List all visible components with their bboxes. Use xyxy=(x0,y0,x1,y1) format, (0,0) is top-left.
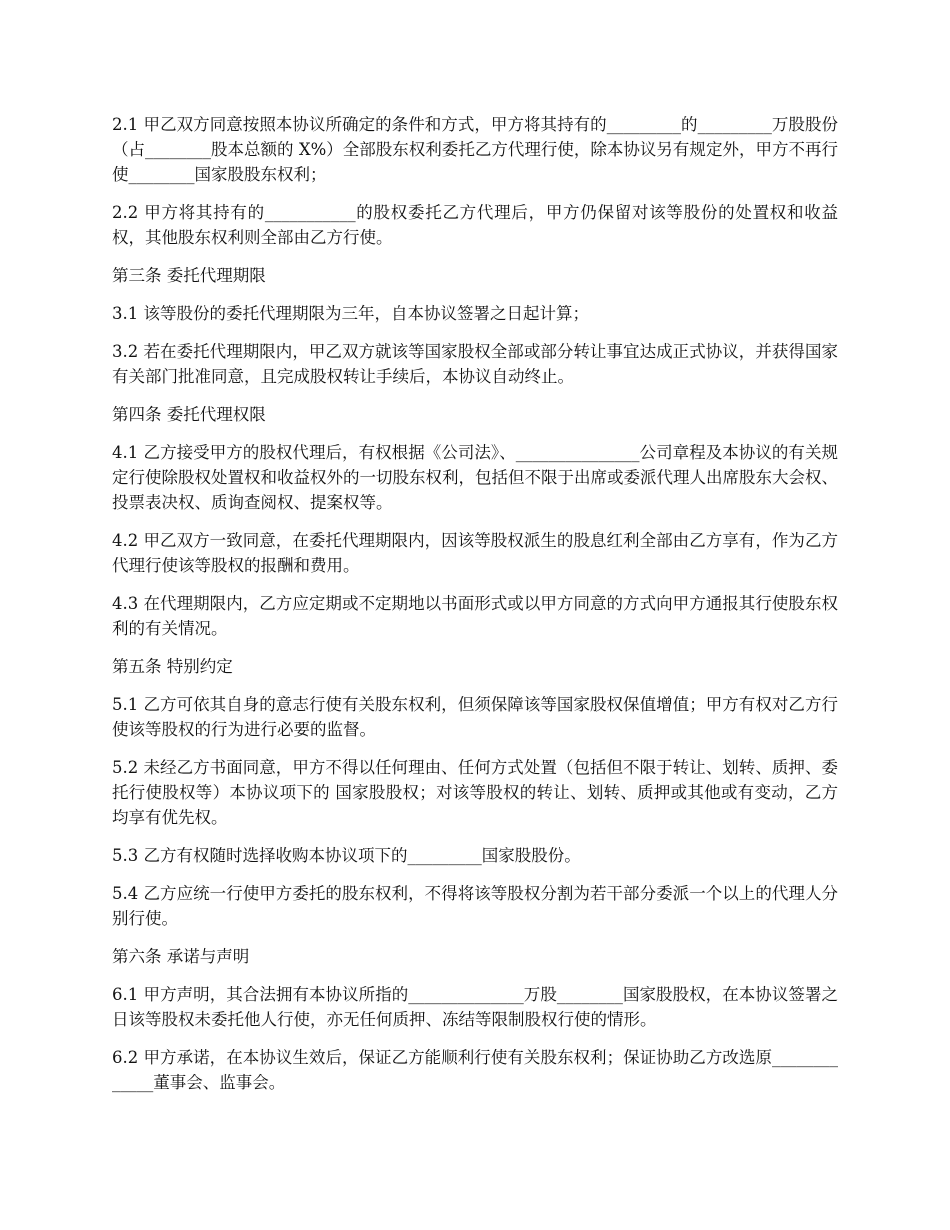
clause-4-3: 4.3 在代理期限内，乙方应定期或不定期地以书面形式或以甲方同意的方式向甲方通报其行使股东权利的有关情况。 xyxy=(112,594,838,638)
article-6-heading: 第六条 承诺与声明 xyxy=(112,947,250,966)
article-3-heading: 第三条 委托代理期限 xyxy=(112,266,266,285)
clause-5-3: 5.3 乙方有权随时选择收购本协议项下的_________国家股股份。 xyxy=(112,846,581,865)
clause-6-2: 6.2 甲方承诺，在本协议生效后，保证乙方能顺利行使有关股东权利；保证协助乙方改选原_____________董事会、监事会。 xyxy=(112,1048,838,1092)
clause-2-2: 2.2 甲方将其持有的___________的股权委托乙方代理后，甲方仍保留对该等股份的处置权和收益权，其他股东权利则全部由乙方行使。 xyxy=(112,203,838,247)
clause-5-4: 5.4 乙方应统一行使甲方委托的股东权利，不得将该等股权分割为若干部分委派一个以上的代理人分别行使。 xyxy=(112,884,838,928)
article-5-heading: 第五条 特别约定 xyxy=(112,657,233,676)
clause-5-1: 5.1 乙方可依其自身的意志行使有关股东权利，但须保障该等国家股权保值增值；甲方有权对乙方行使该等股权的行为进行必要的监督。 xyxy=(112,695,838,739)
clause-3-1: 3.1 该等股份的委托代理期限为三年，自本协议签署之日起计算； xyxy=(112,304,589,323)
clause-5-2: 5.2 未经乙方书面同意，甲方不得以任何理由、任何方式处置（包括但不限于转让、划转、质押、委托行使股权等）本协议项下的 国家股股权；对该等股权的转让、划转、质押或其他或有变动，乙方均享有优先权。 xyxy=(112,758,838,827)
clause-6-1: 6.1 甲方声明，其合法拥有本协议所指的______________万股________国家股股权，在本协议签署之日该等股权未委托他人行使，亦无任何质押、冻结等限制股权行使的情形。 xyxy=(112,985,838,1029)
clause-4-2: 4.2 甲乙双方一致同意，在委托代理期限内，因该等股权派生的股息红利全部由乙方享有，作为乙方代理行使该等股权的报酬和费用。 xyxy=(112,531,838,575)
article-4-heading: 第四条 委托代理权限 xyxy=(112,405,266,424)
clause-2-1: 2.1 甲乙双方同意按照本协议所确定的条件和方式，甲方将其持有的_________的_________万股股份（占________股本总额的 X%）全部股东权利委托乙方代理行使，除本协议另有规定外，甲方不再行使________国家股股东权利； xyxy=(112,115,838,184)
clause-4-1: 4.1 乙方接受甲方的股权代理后，有权根据《公司法》、_______________公司章程及本协议的有关规定行使除股权处置权和收益权外的一切股东权利，包括但不限于出席或委派代理人出席股东大会权、投票表决权、质询查阅权、提案权等。 xyxy=(112,443,838,512)
clause-3-2: 3.2 若在委托代理期限内，甲乙双方就该等国家股权全部或部分转让事宜达成正式协议，并获得国家有关部门批准同意，且完成股权转让手续后，本协议自动终止。 xyxy=(112,342,838,386)
